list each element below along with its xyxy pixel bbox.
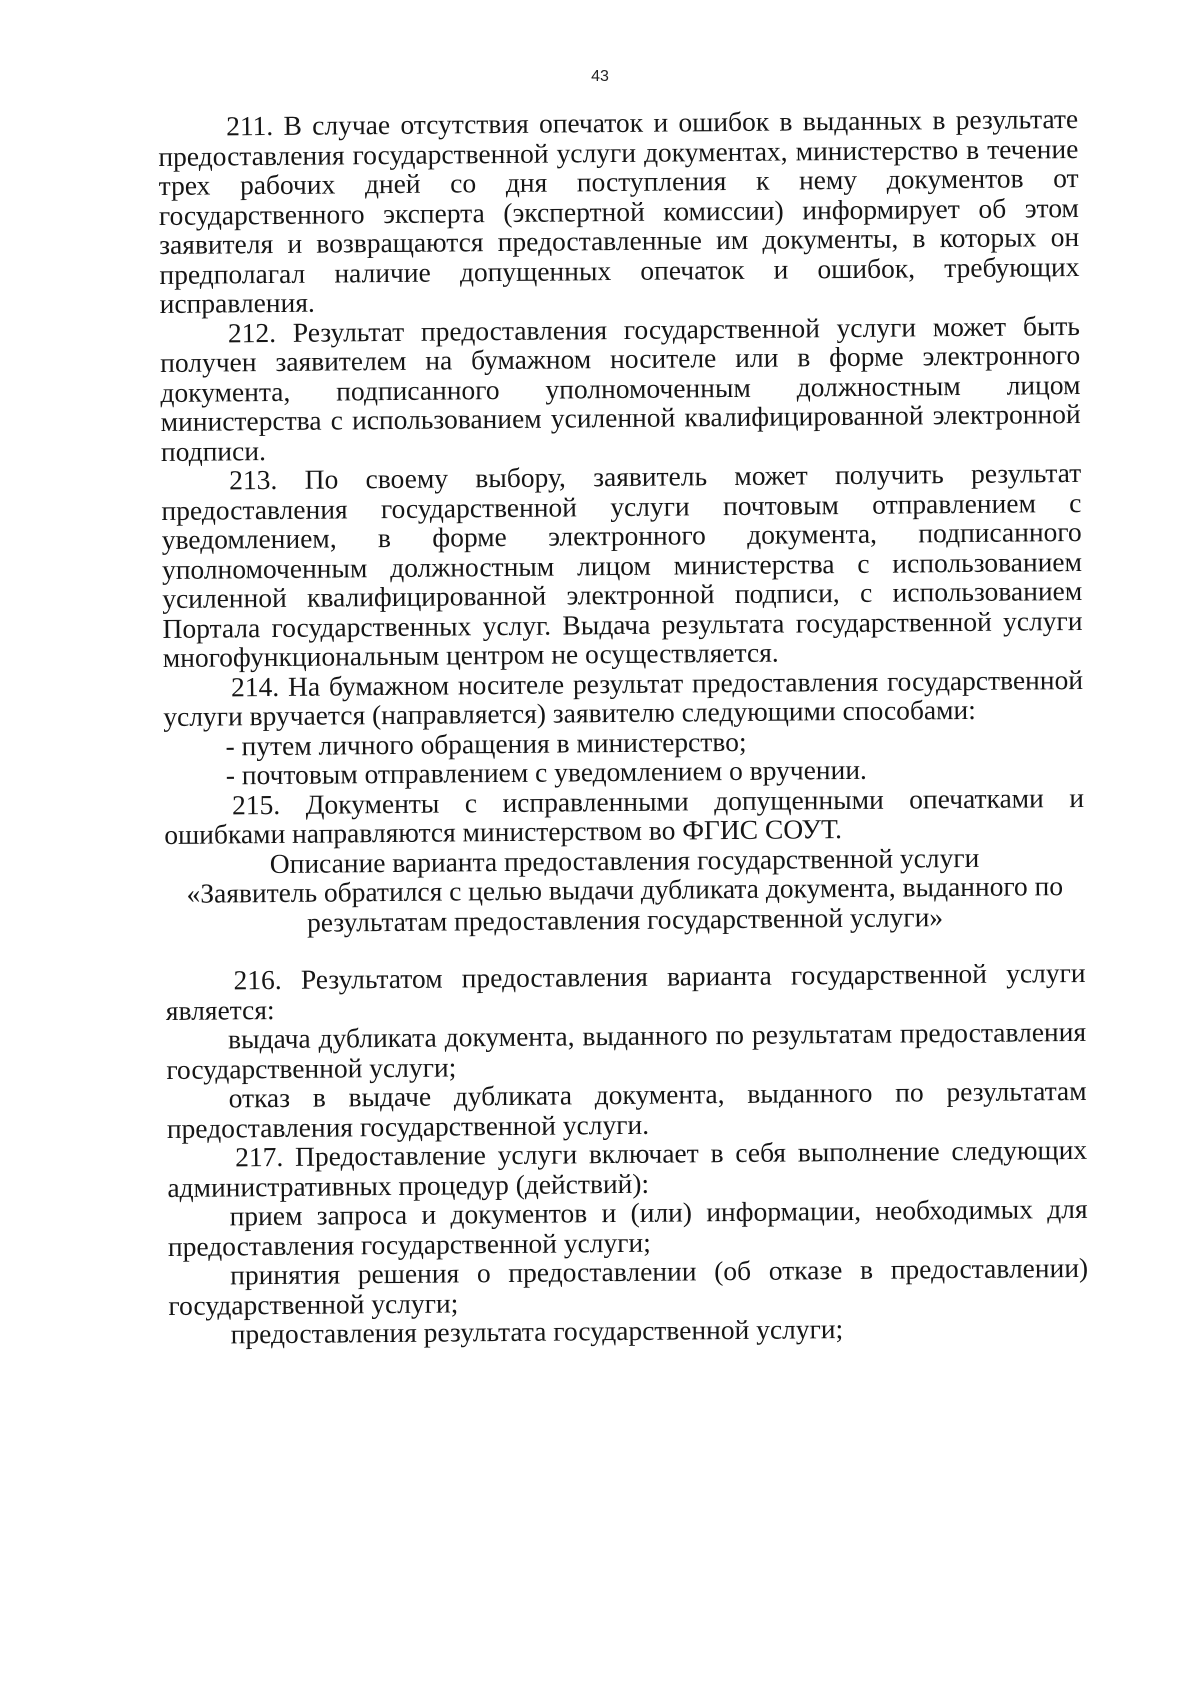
document-body xyxy=(158,104,1089,1349)
paragraph-217: 217. Предоставление услуги включает в себя выполнение следующих административных процедур (действий): xyxy=(167,1133,1088,1203)
list-item-postal-delivery: - почтовым отправлением с уведомлением о вручении. xyxy=(225,753,867,791)
section-heading-line-2: «Заявитель обратился с целью выдачи дубликата документа, выданного по xyxy=(186,870,1064,909)
list-item-decision: принятия решения о предоставлении (об отказе в предоставлении) государственной услуги; xyxy=(168,1251,1089,1321)
list-item-request-intake: прием запроса и документов и (или) информации, необходимых для предоставления государственной услуги; xyxy=(167,1192,1088,1262)
list-item-personal-visit: - путем личного обращения в министерство; xyxy=(225,725,747,761)
paragraph-212: 212. Результат предоставления государственной услуги может быть получен заявителем на бумажном носителе или в форме электронного документа, подписанного уполномоченным должностным лицом министерства с использованием усиленной квалифицированной электронной подписи. xyxy=(160,309,1081,467)
paragraph-214: 214. На бумажном носителе результат предоставления государственной услуги вручается (направляется) заявителю следующими способами: xyxy=(163,663,1084,732)
section-heading-line-3: результатам предоставления государственной услуги» xyxy=(306,900,944,938)
page-number: 43 xyxy=(591,68,609,85)
list-item-duplicate-issue: выдача дубликата документа, выданного по результатам предоставления государственной услуги; xyxy=(166,1015,1087,1085)
paragraph-216: 216. Результатом предоставления варианта государственной услуги является: xyxy=(165,956,1086,1026)
paragraph-213: 213. По своему выбору, заявитель может получить результат предоставления государственной услуги почтовым отправлением с уведомлением, в форме электронного документа, подписанного уполномоченным должностным лицом министерства с использованием усиленной квалифицированной электронной подписи, с использованием Портала государственных услуг. Выдача результата государственной услуги многофункциональным центром не осуществляется. xyxy=(161,456,1083,673)
paragraph-215: 215. Документы с исправленными допущенными опечатками и ошибками направляются министерством во ФГИС СОУТ. xyxy=(164,781,1085,850)
list-item-duplicate-refusal: отказ в выдаче дубликата документа, выданного по результатам предоставления государственной услуги. xyxy=(166,1074,1087,1144)
section-heading-line-1: Описание варианта предоставления государственной услуги xyxy=(269,841,980,879)
paragraph-211: 211. В случае отсутствия опечаток и ошибок в выданных в результате предоставления государственной услуги документах, министерство в течение трех рабочих дней со дня поступления к нему документов от государственного эксперта (экспертной комиссии) информирует об этом заявителя и возвращаются предоставленные им документы, в которых он предполагал наличие допущенных опечаток и ошибок, требующих исправления. xyxy=(158,102,1080,319)
list-item-result-delivery: предоставления результата государственной услуги; xyxy=(230,1313,844,1350)
